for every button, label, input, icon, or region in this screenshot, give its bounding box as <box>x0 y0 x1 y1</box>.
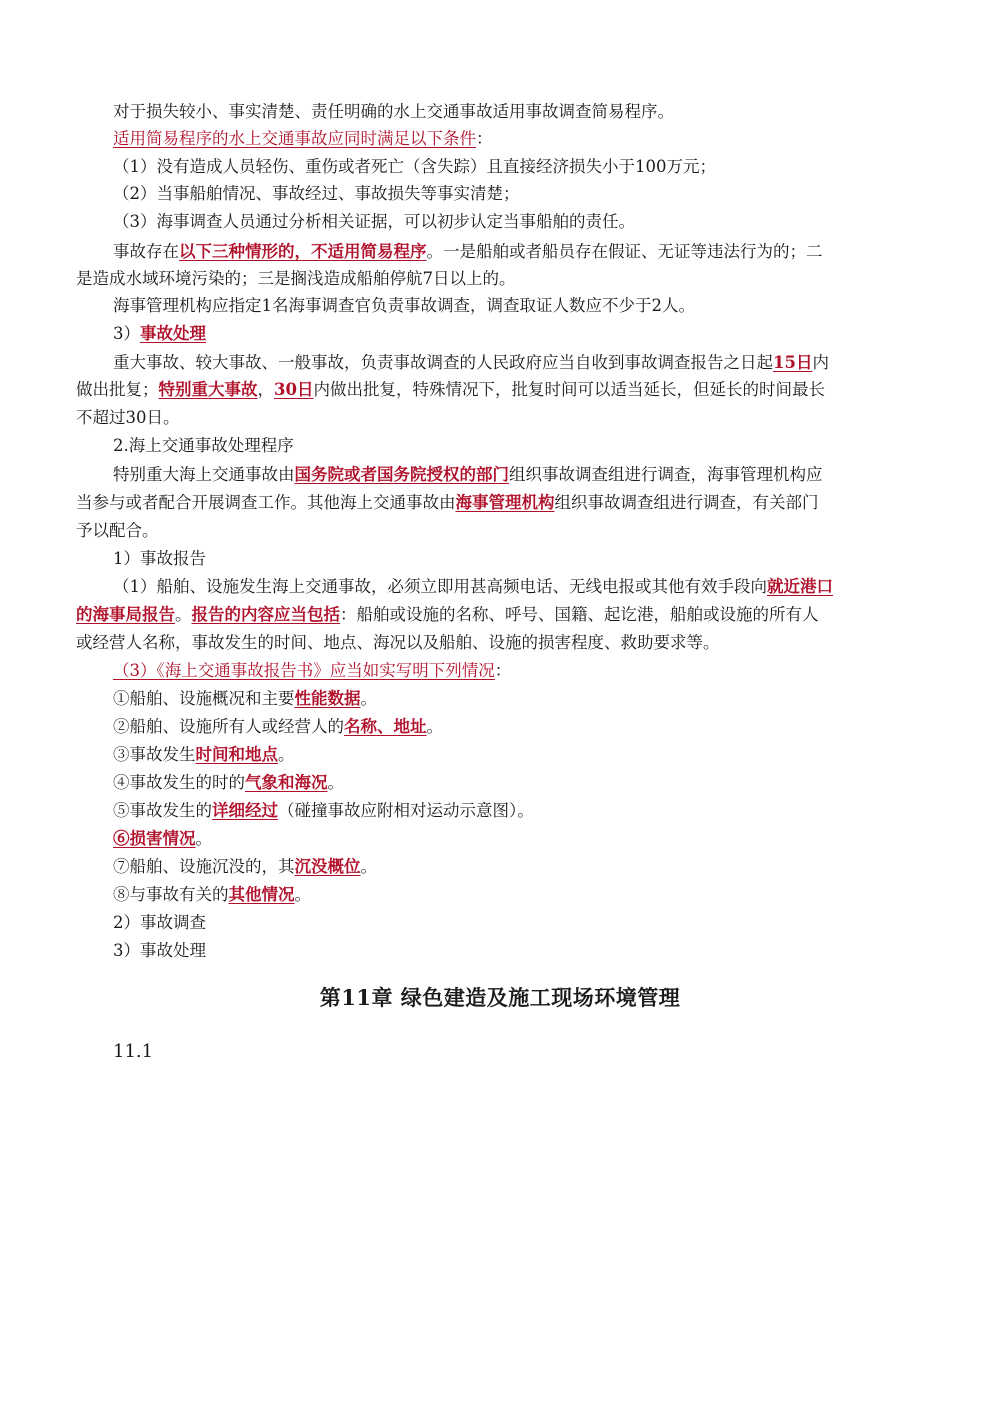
text-line <box>76 489 819 517</box>
chapter-title: 第11章 绿色建造及施工现场环境管理 <box>319 985 681 1010</box>
key-term-highlight: 的海事局报告 <box>76 605 175 624</box>
text-segment: 。 <box>360 857 377 876</box>
text-line <box>76 517 159 545</box>
text-segment: 内 <box>812 353 829 372</box>
text-line <box>113 825 212 853</box>
text-line <box>113 180 520 208</box>
key-term-highlight: 详细经过 <box>212 801 278 820</box>
text-line <box>113 292 695 320</box>
text-line <box>113 685 377 713</box>
highlighted-text: （3）《海上交通事故报告书》应当如实写明下列情况 <box>113 661 495 680</box>
text-segment: 。 <box>195 829 212 848</box>
text-segment: （碰撞事故应附相对运动示意图）。 <box>278 801 534 820</box>
text-segment: 特别重大海上交通事故由 <box>113 465 295 484</box>
text-segment: ③事故发生 <box>113 745 196 764</box>
text-line <box>76 601 819 629</box>
text-segment: 内做出批复，特殊情况下，批复时间可以适当延长，但延长的时间最长 <box>313 380 825 399</box>
text-segment: 。一是船舶或者船员存在假证、无证等违法行为的；二 <box>426 242 823 261</box>
text-segment: 3）事故处理 <box>113 941 206 960</box>
key-term-highlight: 30日 <box>274 380 314 399</box>
text-segment: ①船舶、设施概况和主要 <box>113 689 295 708</box>
text-segment: 1）事故报告 <box>113 549 206 568</box>
text-segment: 海事管理机构应指定1名海事调查官负责事故调查，调查取证人数应不少于2人。 <box>113 296 695 315</box>
text-line <box>113 238 823 266</box>
text-line <box>76 376 825 404</box>
text-segment: 2）事故调查 <box>113 913 206 932</box>
key-term-highlight: 其他情况 <box>228 885 295 904</box>
text-line <box>113 98 674 126</box>
key-term-highlight: 报告的内容应当包括 <box>191 605 340 624</box>
text-segment: 。 <box>327 773 344 792</box>
text-segment: 组织事故调查组进行调查，有关部门 <box>554 493 819 512</box>
text-segment: （3）海事调查人员通过分析相关证据，可以初步认定当事船舶的责任。 <box>113 212 635 231</box>
text-segment: （2）当事船舶情况、事故经过、事故损失等事实清楚； <box>113 184 520 203</box>
text-segment: ②船舶、设施所有人或经营人的 <box>113 717 344 736</box>
text-segment: 重大事故、较大事故、一般事故，负责事故调查的人民政府应当自收到事故调查报告之日起 <box>113 353 773 372</box>
text-segment: 。 <box>294 885 311 904</box>
text-segment: ⑦船舶、设施沉没的，其 <box>113 857 295 876</box>
text-segment: 。 <box>426 717 443 736</box>
text-segment: 是造成水域环境污染的；三是搁浅造成船舶停航7日以上的。 <box>76 269 516 288</box>
key-term-highlight: 沉没概位 <box>294 857 361 876</box>
text-segment: 事故存在 <box>113 242 179 261</box>
key-term-highlight: 事故处理 <box>140 324 206 343</box>
text-line <box>113 545 206 573</box>
text-line <box>76 629 720 657</box>
text-line <box>113 153 716 181</box>
text-line <box>113 432 294 460</box>
text-line <box>113 657 511 685</box>
text-segment: ⑤事故发生的 <box>113 801 212 820</box>
text-segment: 组织事故调查组进行调查，海事管理机构应 <box>509 465 823 484</box>
key-term-highlight: 气象和海况 <box>245 773 328 792</box>
text-segment: ： <box>476 129 493 148</box>
key-term-highlight: 国务院或者国务院授权的部门 <box>294 465 509 484</box>
text-line <box>113 461 823 489</box>
text-segment: 做出批复； <box>76 380 159 399</box>
key-term-highlight: 海事管理机构 <box>455 493 555 512</box>
text-segment: 2.海上交通事故处理程序 <box>113 436 294 455</box>
text-line <box>113 713 443 741</box>
text-segment: 。 <box>278 745 295 764</box>
section-number: 11.1 <box>113 1041 154 1062</box>
text-segment: ， <box>257 380 274 399</box>
text-line <box>76 404 180 432</box>
text-line <box>113 349 829 377</box>
text-line <box>113 573 833 601</box>
text-segment: 或经营人名称，事故发生的时间、地点、海况以及船舶、设施的损害程度、救助要求等。 <box>76 633 720 652</box>
text-segment: 对于损失较小、事实清楚、责任明确的水上交通事故适用事故调查简易程序。 <box>113 102 674 121</box>
text-line <box>113 208 635 236</box>
text-segment: ⑧与事故有关的 <box>113 885 229 904</box>
text-segment: （1）没有造成人员轻伤、重伤或者死亡（含失踪）且直接经济损失小于100万元； <box>113 157 716 176</box>
text-segment: 予以配合。 <box>76 521 159 540</box>
text-line <box>113 797 534 825</box>
key-term-highlight: 15日 <box>773 353 813 372</box>
text-line <box>113 741 295 769</box>
text-segment: 。 <box>175 605 192 624</box>
text-segment: 。 <box>360 689 377 708</box>
text-line <box>113 769 344 797</box>
text-line <box>76 265 516 293</box>
text-line <box>113 853 377 881</box>
key-term-highlight: 时间和地点 <box>195 745 278 764</box>
text-segment: （1）船舶、设施发生海上交通事故，必须立即用甚高频电话、无线电报或其他有效手段向 <box>113 577 767 596</box>
text-line <box>113 937 206 965</box>
key-term-highlight: 特别重大事故 <box>158 380 258 399</box>
key-term-highlight: 名称、地址 <box>344 717 427 736</box>
text-segment: ④事故发生的时的 <box>113 773 245 792</box>
key-term-highlight: 以下三种情形的，不适用简易程序 <box>179 242 427 261</box>
text-segment: ： <box>494 661 512 680</box>
key-term-highlight: 性能数据 <box>294 689 361 708</box>
text-segment: 3） <box>113 324 140 343</box>
text-line <box>113 320 206 348</box>
text-segment: 当参与或者配合开展调查工作。其他海上交通事故由 <box>76 493 456 512</box>
key-term-highlight: 就近港口 <box>767 577 833 596</box>
highlighted-text: 适用简易程序的水上交通事故应同时满足以下条件 <box>113 129 476 148</box>
text-line <box>113 909 206 937</box>
key-term-highlight: ⑥损害情况 <box>113 829 196 848</box>
text-segment: ：船舶或设施的名称、呼号、国籍、起讫港，船舶或设施的所有人 <box>340 605 819 624</box>
text-segment: 不超过30日。 <box>76 408 180 427</box>
text-line <box>113 125 493 153</box>
text-line <box>113 881 311 909</box>
